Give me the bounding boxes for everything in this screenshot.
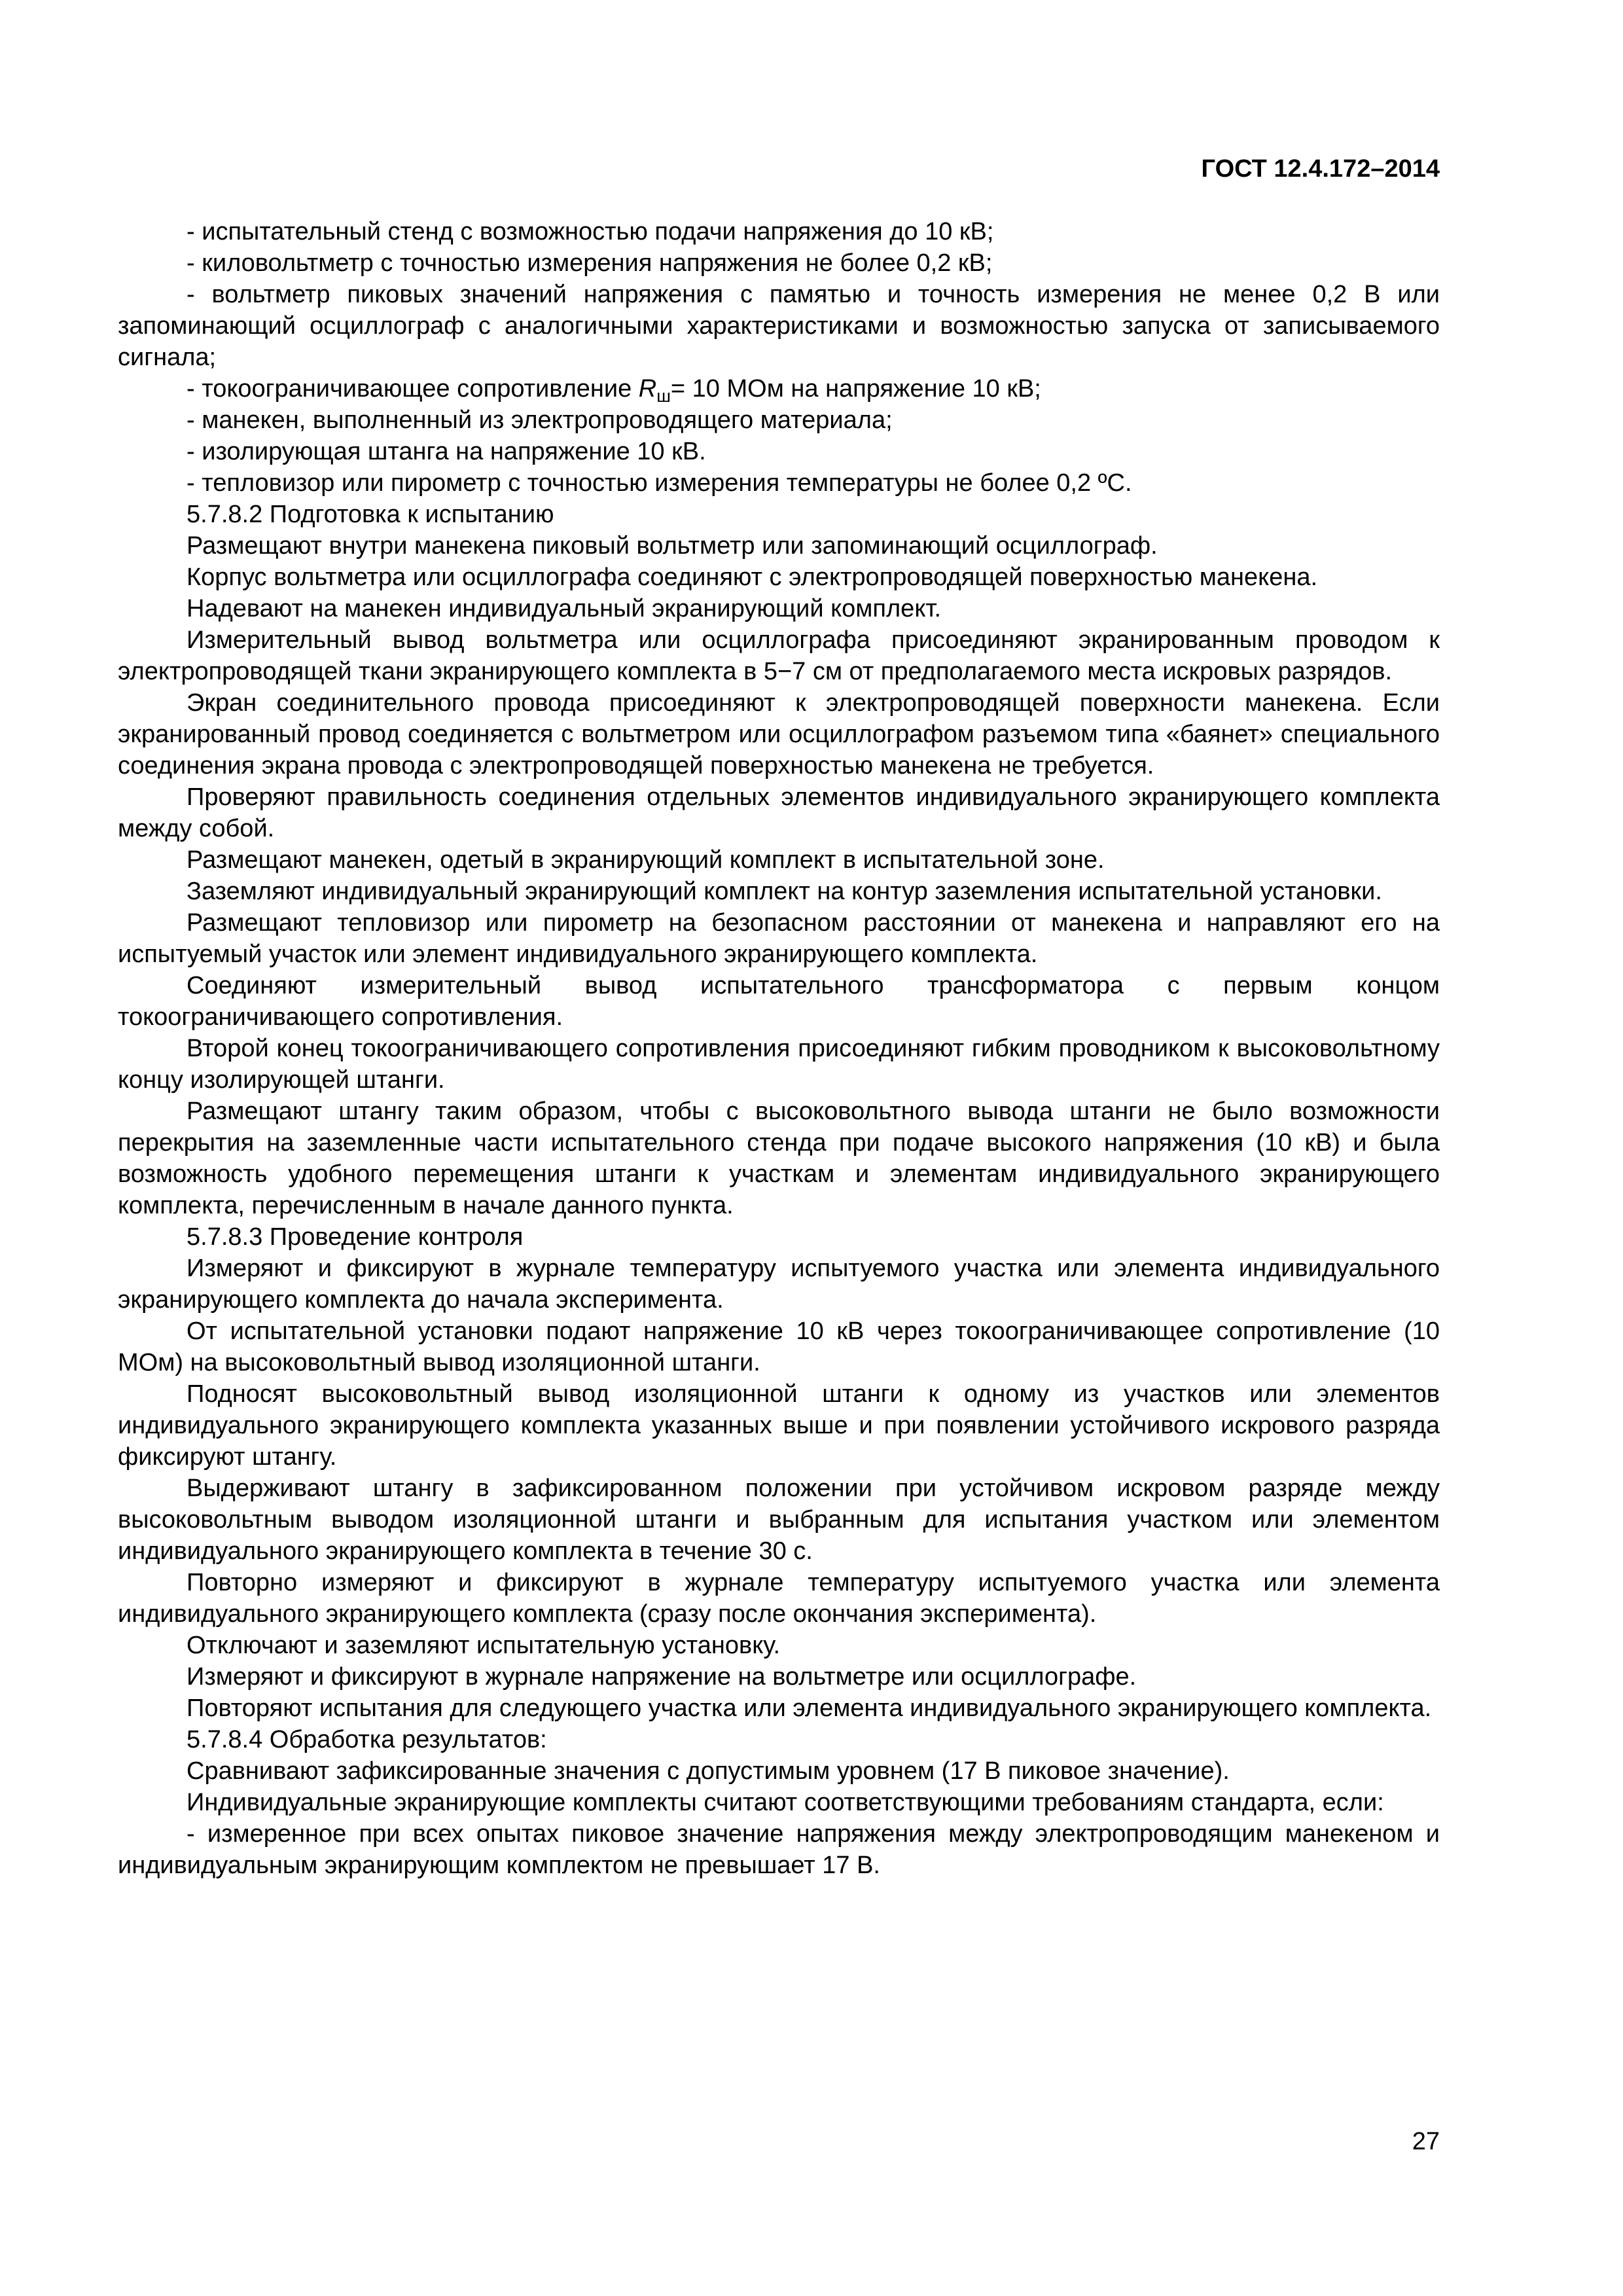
- section-heading: 5.7.8.3 Проведение контроля: [187, 1223, 524, 1251]
- paragraph: - измеренное при всех опытах пиковое значение напряжения между электропроводящим манекеном и индивидуальным экранирующим комплектом не превышает 17 В.: [118, 1820, 1440, 1879]
- paragraph: - тепловизор или пирометр с точностью измерения температуры не более 0,2 ºС.: [187, 469, 1132, 497]
- section-heading: 5.7.8.4 Обработка результатов:: [187, 1726, 547, 1753]
- paragraph: - манекен, выполненный из электропроводящего материала;: [187, 406, 893, 434]
- paragraph: Размещают внутри манекена пиковый вольтметр или запоминающий осциллограф.: [187, 532, 1158, 560]
- resistor-text-after: = 10 МОм на напряжение 10 кВ;: [670, 375, 1041, 403]
- paragraph: - вольтметр пиковых значений напряжения с памятью и точность измерения не менее 0,2 В или запоминающий осциллограф с аналогичными характеристиками и возможностью запуска от записываемого сигнала;: [118, 281, 1440, 371]
- paragraph: От испытательной установки подают напряжение 10 кВ через токоограничивающее сопротивление (10 МОм) на высоковольтный вывод изоляционной штанги.: [118, 1318, 1440, 1376]
- paragraph: Измеряют и фиксируют в журнале температуру испытуемого участка или элемента индивидуального экранирующего комплекта до начала эксперимента.: [118, 1255, 1440, 1314]
- paragraph: Отключают и заземляют испытательную установку.: [187, 1632, 781, 1659]
- document-header: ГОСТ 12.4.172–2014: [1201, 155, 1440, 183]
- paragraph: Корпус вольтметра или осциллографа соединяют с электропроводящей поверхностью манекена.: [187, 564, 1318, 591]
- paragraph: Надевают на манекен индивидуальный экранирующий комплект.: [187, 595, 942, 622]
- paragraph: - изолирующая штанга на напряжение 10 кВ.: [187, 438, 706, 465]
- paragraph: Повторно измеряют и фиксируют в журнале температуру испытуемого участка или элемента индивидуального экранирующего комплекта (сразу после окончания эксперимента).: [118, 1569, 1440, 1628]
- paragraph: Заземляют индивидуальный экранирующий комплект на контур заземления испытательной установки.: [187, 878, 1382, 905]
- paragraph: Размещают штангу таким образом, чтобы с высоковольтного вывода штанги не было возможности перекрытия на заземленные части испытательного стенда при подаче высокого напряжения (10 кВ) и была возможность удобного перемещения штанги к участкам и элементам индивидуального экранирующего комплекта, перечисленным в начале данного пункта.: [118, 1098, 1440, 1219]
- paragraph: Размещают манекен, одетый в экранирующий комплект в испытательной зоне.: [187, 846, 1105, 874]
- page-number: 27: [1412, 2128, 1440, 2155]
- paragraph: Размещают тепловизор или пирометр на безопасном расстоянии от манекена и направляют его на испытуемый участок или элемент индивидуального экранирующего комплекта.: [118, 909, 1440, 968]
- paragraph: Соединяют измерительный вывод испытательного трансформатора с первым концом токоограничивающего сопротивления.: [118, 972, 1440, 1031]
- paragraph: Измерительный вывод вольтметра или осциллографа присоединяют экранированным проводом к электропроводящей ткани экранирующего комплекта в 5−7 см от предполагаемого места искровых разрядов.: [118, 626, 1440, 685]
- resistor-text-before: - токоограничивающее сопротивление: [187, 375, 639, 403]
- resistor-symbol: R: [638, 375, 657, 403]
- paragraph: Повторяют испытания для следующего участка или элемента индивидуального экранирующего комплекта.: [187, 1695, 1432, 1722]
- paragraph: Подносят высоковольтный вывод изоляционной штанги к одному из участков или элементов индивидуального экранирующего комплекта указанных выше и при появлении устойчивого искрового разряда фиксируют штангу.: [118, 1380, 1440, 1471]
- paragraph: Индивидуальные экранирующие комплекты считают соответствующими требованиям стандарта, если:: [187, 1789, 1384, 1816]
- document-page: [118, 0, 1440, 2296]
- paragraph-resistor: [118, 373, 1440, 404]
- paragraph: Выдерживают штангу в зафиксированном положении при устойчивом искровом разряде между высоковольтным выводом изоляционной штанги и выбранным для испытания участком или элементом индивидуального экранирующего комплекта в течение 30 с.: [118, 1475, 1440, 1565]
- paragraph: Сравнивают зафиксированные значения с допустимым уровнем (17 В пиковое значение).: [187, 1757, 1230, 1785]
- document-body: [118, 216, 1440, 1881]
- paragraph: - испытательный стенд с возможностью подачи напряжения до 10 кВ;: [187, 218, 994, 245]
- paragraph: Измеряют и фиксируют в журнале напряжение на вольтметре или осциллографе.: [187, 1663, 1137, 1691]
- section-heading: 5.7.8.2 Подготовка к испытанию: [187, 501, 554, 528]
- paragraph: Экран соединительного провода присоединяют к электропроводящей поверхности манекена. Если экранированный провод соединяется с вольтметром или осциллографом разъемом типа «баянет» специального соединения экрана провода с электропроводящей поверхностью манекена не требуется.: [118, 689, 1440, 780]
- paragraph: - киловольтметр с точностью измерения напряжения не более 0,2 кВ;: [187, 249, 993, 277]
- resistor-subscript: ш: [656, 386, 671, 406]
- paragraph: Второй конец токоограничивающего сопротивления присоединяют гибким проводником к высоковольтному концу изолирующей штанги.: [118, 1035, 1440, 1094]
- paragraph: Проверяют правильность соединения отдельных элементов индивидуального экранирующего комплекта между собой.: [118, 783, 1440, 842]
